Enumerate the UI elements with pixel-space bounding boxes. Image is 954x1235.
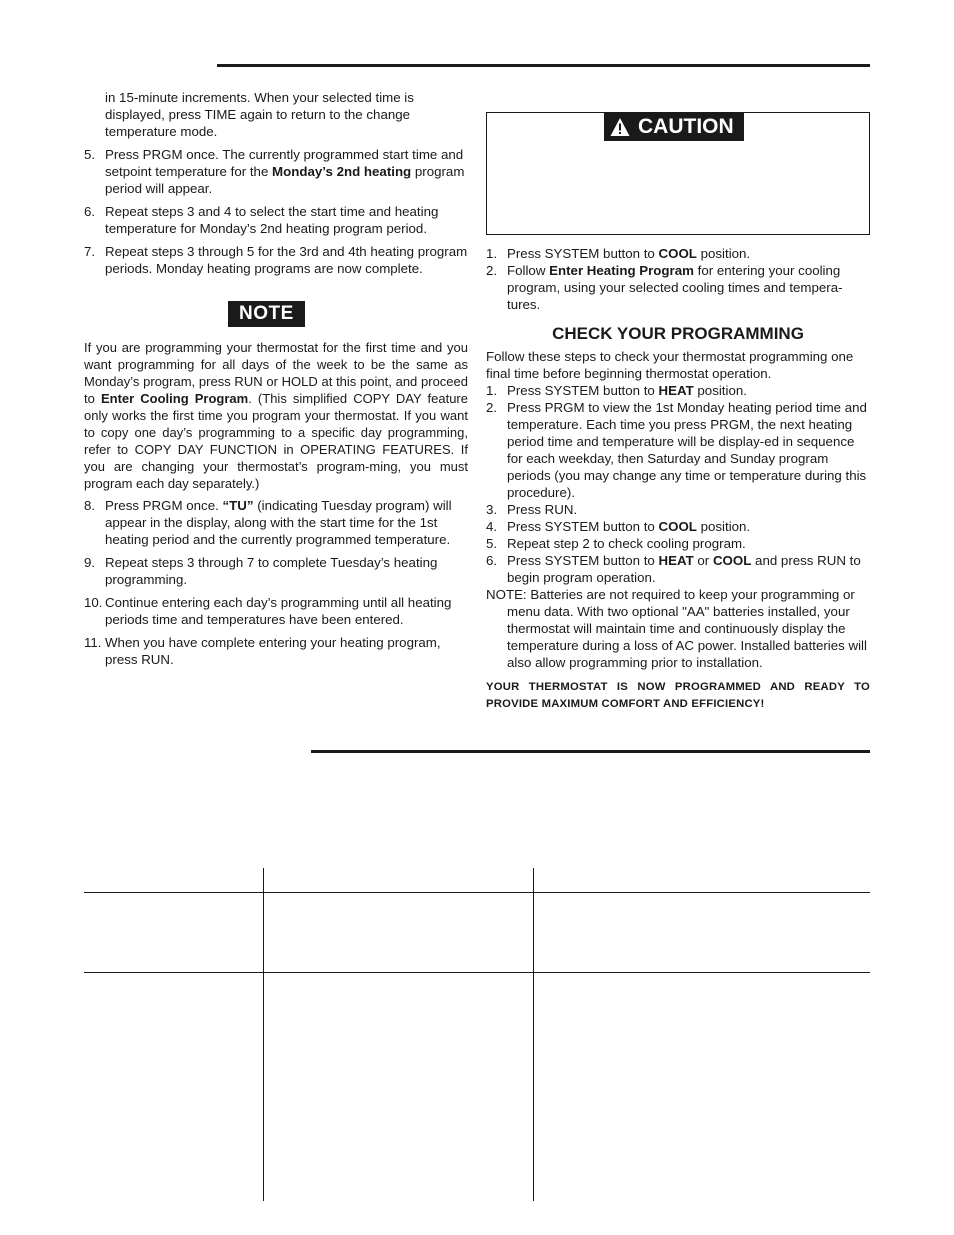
right-column <box>486 245 870 713</box>
check-programming-heading: CHECK YOUR PROGRAMMING <box>552 324 804 343</box>
left-column <box>84 89 468 283</box>
check-steps-list <box>486 382 870 586</box>
list-item: 9. Repeat steps 3 through 7 to complete Tuesday’s heating programming. <box>84 555 438 587</box>
table-divider <box>263 868 264 1201</box>
left-column-lower <box>84 497 468 674</box>
list-item: 2. Follow Enter Heating Program for entering your cooling program, using your selected cooling times and tempera-tures. <box>486 263 843 312</box>
caution-label: CAUTION <box>638 115 734 138</box>
table-row-rule <box>84 972 870 973</box>
heating-steps-list-a <box>84 146 468 277</box>
list-item: 5. Press PRGM once. The currently programmed start time and setpoint temperature for the Monday’s 2nd heating program period will appear. <box>84 147 465 196</box>
warning-triangle-icon <box>610 117 630 137</box>
section-rule <box>311 750 870 753</box>
list-item: 4. Press SYSTEM button to COOL position. <box>486 519 751 534</box>
cooling-steps-list <box>486 245 870 313</box>
list-item: 7. Repeat steps 3 through 5 for the 3rd and 4th heating program periods. Monday heating programs are now complete. <box>84 244 468 276</box>
top-rule <box>217 64 870 67</box>
list-item: 5. Repeat step 2 to check cooling program. <box>486 536 746 551</box>
check-intro: Follow these steps to check your thermostat programming one final time before beginning thermostat operation. <box>486 349 854 381</box>
heating-steps-list-b <box>84 497 468 668</box>
note-badge: NOTE <box>228 301 305 327</box>
list-item: 8. Press PRGM once. “TU” (indicating Tuesday program) will appear in the display, along with the start time for the 1st heating period and the currently programmed temperature. <box>84 498 452 547</box>
list-item: 11. When you have complete entering your heating program, press RUN. <box>84 635 441 667</box>
list-item: 1. Press SYSTEM button to COOL position. <box>486 246 751 261</box>
continued-paragraph: in 15-minute increments. When your selected time is displayed, press TIME again to return to the change temperature mode. <box>105 90 414 139</box>
battery-note: NOTE: Batteries are not required to keep your programming or menu data. With two optional "AA" batteries installed, your thermostat will maintain time and continuously display the temperature during a loss of AC power. Installed batteries will also allow programming prior to installation. <box>486 587 867 670</box>
list-item: 10. Continue entering each day’s programming until all heating periods time and temperatures have been entered. <box>84 595 452 627</box>
closing-statement: YOUR THERMOSTAT IS NOW PROGRAMMED AND READY TO PROVIDE MAXIMUM COMFORT AND EFFICIENCY! <box>486 681 870 710</box>
list-item: 3. Press RUN. <box>486 502 578 517</box>
list-item: 1. Press SYSTEM button to HEAT position. <box>486 383 747 398</box>
table-divider <box>533 868 534 1201</box>
list-item: 2. Press PRGM to view the 1st Monday heating period time and temperature. Each time you press PRGM, the next heating period time and temperature will be display-ed in sequence for each weekday, then Saturday and Sunday program periods (you may change any time or temperature during this procedure). <box>486 400 867 500</box>
caution-badge <box>604 113 744 141</box>
list-item: 6. Repeat steps 3 and 4 to select the start time and heating temperature for Monday’s 2nd heating program period. <box>84 204 439 236</box>
list-item: 6. Press SYSTEM button to HEAT or COOL and press RUN to begin program operation. <box>486 553 861 585</box>
note-paragraph: If you are programming your thermostat for the first time and you want programming for all days of the week to be the same as Monday’s program, press RUN or HOLD at this point, and proceed to Enter Cooling Program. (This simplified COPY DAY feature only works the first time you program your thermostat. If you want to copy one day’s programming to a specific day programming, refer to COPY DAY FUNCTION in OPERATING FEATURES. If you are changing your thermostat’s program-ming, you must program each day separately.) <box>84 340 468 491</box>
table-row-rule <box>84 892 870 893</box>
